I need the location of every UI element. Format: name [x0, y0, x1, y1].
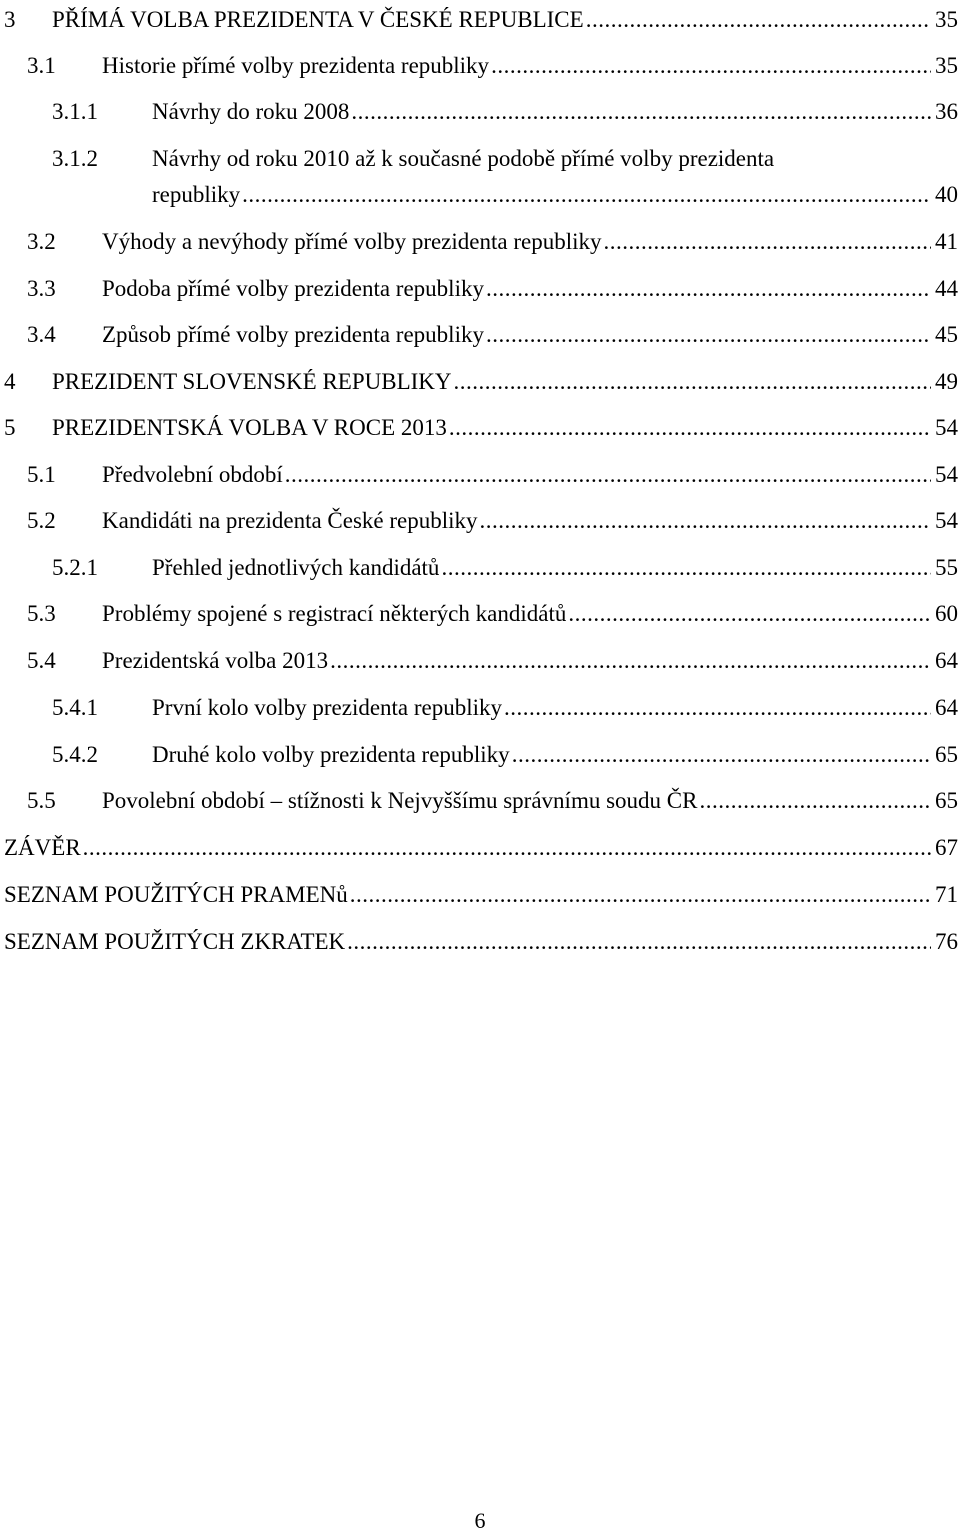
- toc-entry-number: 5.5: [27, 788, 56, 813]
- toc-entry-title: Historie přímé volby prezidenta republiky: [102, 53, 490, 78]
- toc-entry[interactable]: [0, 875, 958, 915]
- toc-entry-page: 45: [935, 322, 958, 347]
- toc-entry[interactable]: [0, 501, 958, 541]
- toc-entry-title: Návrhy od roku 2010 až k současné podobě přímé volby prezidenta: [152, 146, 775, 171]
- toc-entry-page: 54: [935, 508, 958, 533]
- toc-entry-page: 64: [935, 648, 958, 673]
- toc-entry-page: 35: [935, 7, 958, 32]
- toc-entry-page: 64: [935, 695, 958, 720]
- toc-entry[interactable]: [0, 641, 958, 681]
- toc-entry-page: 67: [935, 835, 958, 860]
- toc-entry-page: 76: [935, 929, 958, 954]
- dot-leader: [491, 46, 931, 86]
- toc-entry[interactable]: [0, 222, 958, 262]
- dot-leader: [330, 641, 931, 681]
- toc-entry-number: 5: [4, 415, 16, 440]
- toc-entry-number: 5.4: [27, 648, 56, 673]
- toc-entry[interactable]: [0, 92, 958, 132]
- toc-entry-title: Návrhy do roku 2008: [152, 99, 350, 124]
- toc-entry-title: Prezidentská volba 2013: [102, 648, 329, 673]
- toc-entry-title: PREZIDENT SLOVENSKÉ REPUBLIKY: [52, 369, 452, 394]
- toc-entry-number: 5.4.1: [52, 695, 98, 720]
- toc-entry[interactable]: [0, 828, 958, 868]
- toc-entry[interactable]: [0, 139, 958, 219]
- toc-entry-page: 35: [935, 53, 958, 78]
- toc-entry-page: 60: [935, 601, 958, 626]
- toc-entry-number: 3.1.2: [52, 146, 98, 171]
- toc-entry-page: 41: [935, 229, 958, 254]
- toc-entry-number: 3: [4, 7, 16, 32]
- dot-leader: [285, 455, 931, 495]
- dot-leader: [83, 828, 931, 868]
- toc-entry[interactable]: [0, 362, 958, 402]
- toc-entry-number: 3.1: [27, 53, 56, 78]
- toc-entry[interactable]: [0, 0, 958, 40]
- toc-entry[interactable]: [0, 408, 958, 448]
- toc-entry-number: 3.4: [27, 322, 56, 347]
- toc-entry-title: PREZIDENTSKÁ VOLBA V ROCE 2013: [52, 415, 447, 440]
- dot-leader: [604, 222, 932, 262]
- dot-leader: [699, 781, 931, 821]
- toc-entry[interactable]: [0, 688, 958, 728]
- toc-entry[interactable]: [0, 735, 958, 775]
- toc-entry-title: První kolo volby prezidenta republiky: [152, 695, 503, 720]
- toc-entry[interactable]: [0, 781, 958, 821]
- toc-entry-title: Výhody a nevýhody přímé volby prezidenta republiky: [102, 229, 602, 254]
- toc-entry-title: SEZNAM POUŽITÝCH ZKRATEK: [4, 929, 346, 954]
- toc-entry[interactable]: [0, 46, 958, 86]
- toc-entry-title: Způsob přímé volby prezidenta republiky: [102, 322, 484, 347]
- toc-entry-page: 55: [935, 555, 958, 580]
- dot-leader: [454, 362, 931, 402]
- toc-entry-number: 5.2: [27, 508, 56, 533]
- dot-leader: [441, 548, 931, 588]
- dot-leader: [486, 315, 931, 355]
- toc-entry-title: Druhé kolo volby prezidenta republiky: [152, 742, 510, 767]
- toc-entry-title: Povolební období – stížnosti k Nejvyššímu správnímu soudu ČR: [102, 788, 698, 813]
- dot-leader: [568, 594, 931, 634]
- toc-entry-title: Podoba přímé volby prezidenta republiky: [102, 276, 484, 301]
- toc-entry-number: 3.1.1: [52, 99, 98, 124]
- toc-entry-number: 5.4.2: [52, 742, 98, 767]
- toc-entry-number: 5.3: [27, 601, 56, 626]
- toc-entry-page: 49: [935, 369, 958, 394]
- dot-leader: [586, 0, 931, 40]
- dot-leader: [480, 501, 931, 541]
- dot-leader: [486, 269, 931, 309]
- toc-entry[interactable]: [0, 548, 958, 588]
- toc-entry-title: Předvolební období: [102, 462, 283, 487]
- dot-leader: [242, 175, 931, 215]
- toc-entry-title: PŘÍMÁ VOLBA PREZIDENTA V ČESKÉ REPUBLICE: [52, 7, 584, 32]
- toc-entry-page: 65: [935, 788, 958, 813]
- toc-entry-number: 5.1: [27, 462, 56, 487]
- dot-leader: [449, 408, 931, 448]
- toc-entry[interactable]: [0, 455, 958, 495]
- toc-entry[interactable]: [0, 594, 958, 634]
- toc-entry-number: 3.3: [27, 276, 56, 301]
- dot-leader: [347, 922, 931, 962]
- toc-entry-title: Problémy spojené s registrací některých kandidátů: [102, 601, 567, 626]
- dot-leader: [512, 735, 931, 775]
- page-number: 6: [474, 1508, 486, 1533]
- dot-leader: [350, 875, 931, 915]
- toc-entry-title: Přehled jednotlivých kandidátů: [152, 555, 440, 580]
- toc-entry-title-continued: republiky: [152, 182, 241, 207]
- dot-leader: [504, 688, 931, 728]
- toc-entry-number: 5.2.1: [52, 555, 98, 580]
- dot-leader: [351, 92, 931, 132]
- toc-entry[interactable]: [0, 922, 958, 962]
- toc-entry-title: ZÁVĚR: [4, 835, 81, 860]
- toc-entry-number: 3.2: [27, 229, 56, 254]
- toc-entry[interactable]: [0, 315, 958, 355]
- toc-entry-page: 44: [935, 276, 958, 301]
- toc-entry-page: 54: [935, 415, 958, 440]
- toc-entry[interactable]: [0, 269, 958, 309]
- toc-entry-title: SEZNAM POUŽITÝCH PRAMENů: [4, 882, 348, 907]
- toc-entry-number: 4: [4, 369, 16, 394]
- toc-entry-page: 54: [935, 462, 958, 487]
- toc-entry-title: Kandidáti na prezidenta České republiky: [102, 508, 478, 533]
- toc-entry-page: 36: [935, 99, 958, 124]
- toc-entry-page: 71: [935, 882, 958, 907]
- toc-entry-page: 40: [935, 182, 958, 207]
- toc-entry-page: 65: [935, 742, 958, 767]
